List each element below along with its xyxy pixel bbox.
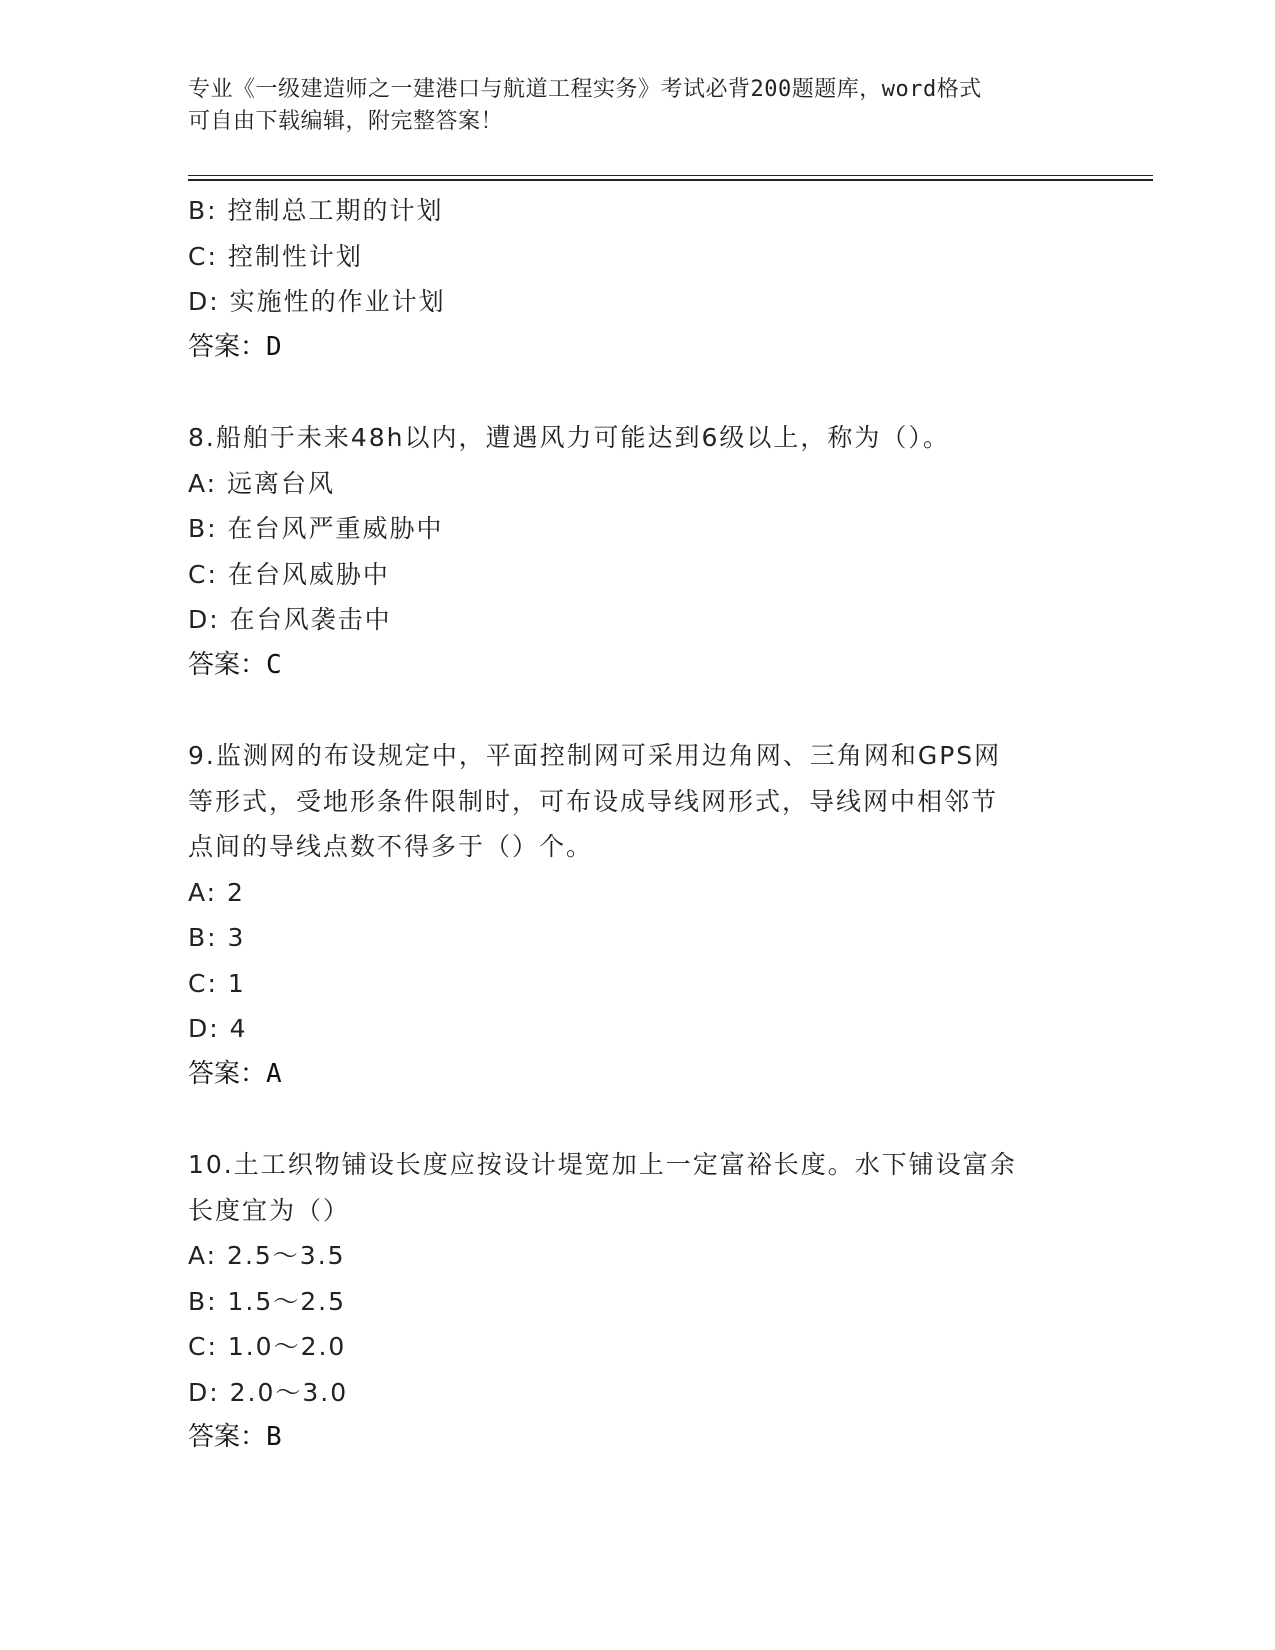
question-content [188, 188, 1088, 1461]
question-text: 10.土工织物铺设长度应按设计堤宽加上一定富裕长度。水下铺设富余 [188, 1150, 1017, 1179]
option-d: D: 2.0～3.0 [188, 1377, 349, 1407]
header-line-2: 可自由下载编辑，附完整答案！ [188, 109, 504, 134]
question-partial [188, 188, 1088, 370]
option-c: C: 1.0～2.0 [188, 1332, 347, 1361]
question-10 [188, 1142, 1088, 1461]
question-9 [188, 733, 1088, 1097]
option-c: C: 在台风威胁中 [188, 559, 390, 589]
header-divider-thick [188, 179, 1153, 181]
option-c: C: 控制性计划 [188, 241, 363, 271]
option-b: B: 1.5～2.5 [188, 1286, 347, 1316]
spacer [188, 688, 1088, 733]
document-header [188, 74, 1068, 138]
spacer [188, 1097, 1088, 1142]
question-text: 8.船舶于未来48h以内，遭遇风力可能达到6级以上，称为（）。 [188, 423, 950, 452]
answer: 答案：B [188, 1422, 282, 1452]
header-line-1: 专业《一级建造师之一建港口与航道工程实务》考试必背200题题库，word格式 [188, 77, 982, 102]
question-8 [188, 415, 1088, 688]
option-a: A: 远离台风 [188, 468, 336, 498]
option-b: B: 控制总工期的计划 [188, 196, 444, 225]
option-d: D: 在台风袭击中 [188, 605, 392, 634]
header-divider-thin [188, 175, 1153, 176]
question-text: 9.监测网的布设规定中，平面控制网可采用边角网、三角网和GPS网 [188, 741, 1002, 770]
question-text: 等形式，受地形条件限制时，可布设成导线网形式，导线网中相邻节 [188, 786, 999, 816]
option-a: A: 2 [188, 877, 245, 907]
option-b: B: 3 [188, 923, 246, 952]
answer: 答案：D [188, 331, 282, 362]
option-b: B: 在台风严重威胁中 [188, 514, 444, 543]
answer: 答案：A [188, 1058, 282, 1089]
spacer [188, 370, 1088, 415]
option-a: A: 2.5～3.5 [188, 1241, 346, 1270]
question-text: 点间的导线点数不得多于（）个。 [188, 832, 594, 861]
answer: 答案：C [188, 649, 282, 680]
option-d: D: 4 [188, 1014, 248, 1043]
option-d: D: 实施性的作业计划 [188, 287, 446, 316]
option-c: C: 1 [188, 968, 246, 998]
question-text: 长度宜为（） [188, 1195, 351, 1225]
